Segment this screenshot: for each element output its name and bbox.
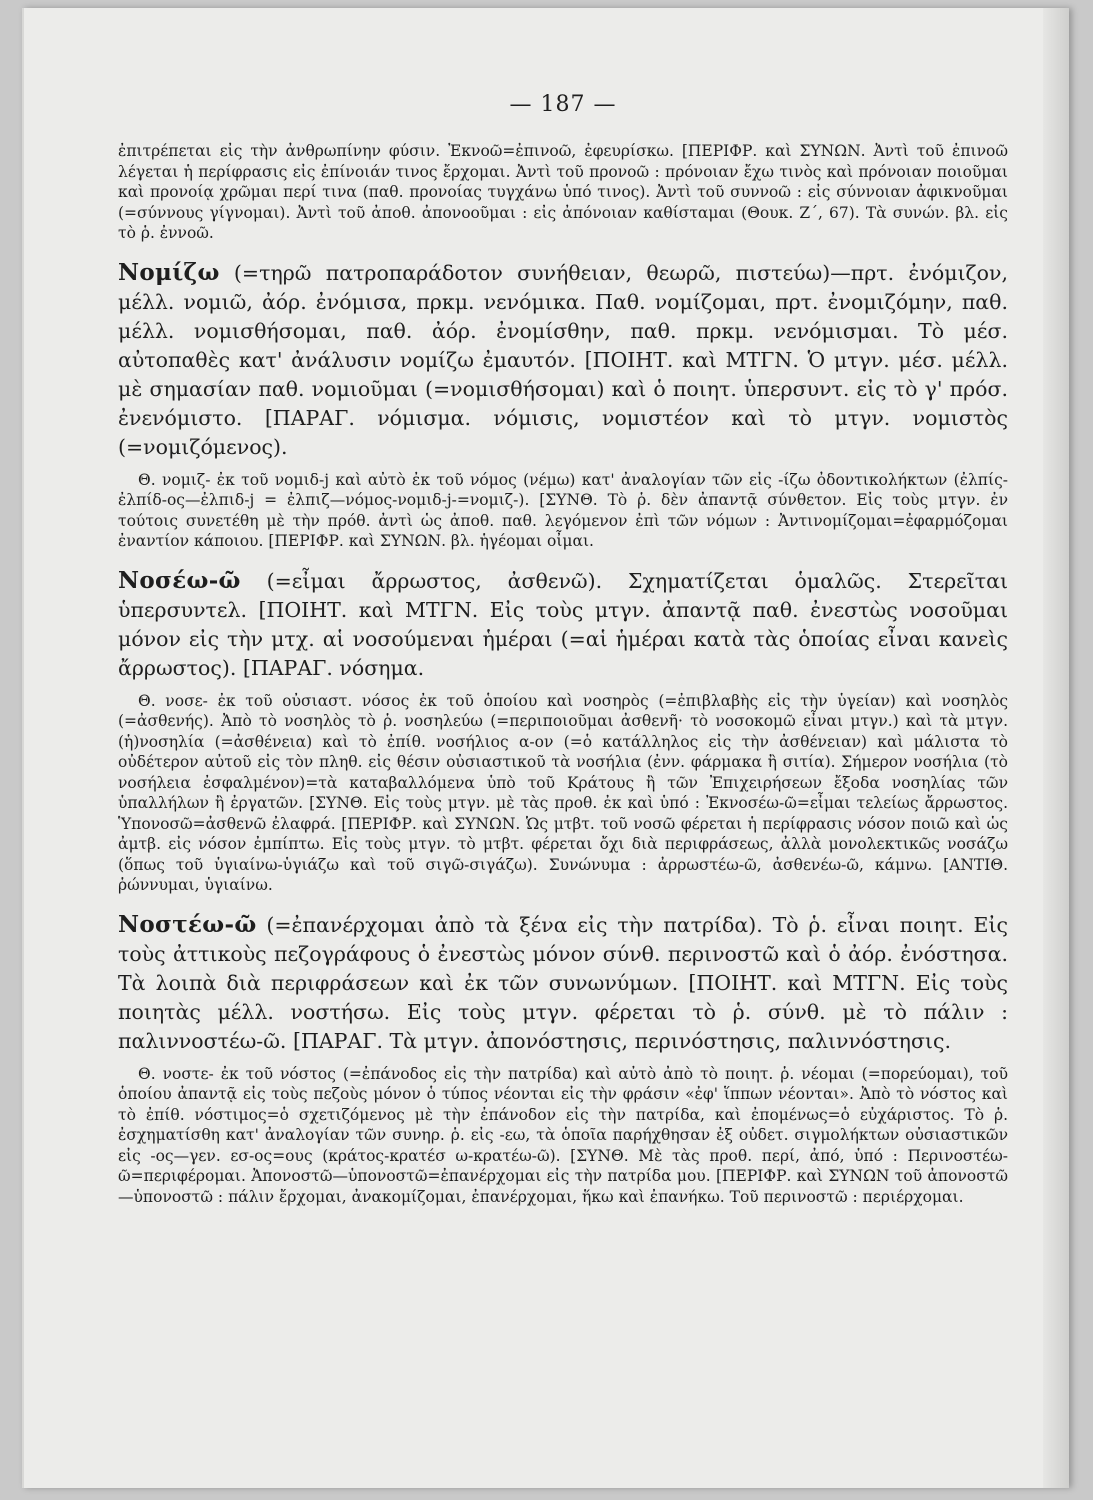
page-number: — 187 — <box>509 92 617 117</box>
entry-body: (=τηρῶ πατροπαράδοτον συνήθειαν, θεωρῶ, πιστεύω)—πρτ. ἐνόμιζον, μέλλ. νομιῶ, ἀόρ. ἐνόμισα, πρκμ. νενόμικα. Παθ. νομίζομαι, πρτ. ἐνομιζόμην, παθ. μέλλ. νομισθήσομαι, παθ. ἀόρ. ἐνομίσθην, παθ. πρκμ. νενόμισμαι. Τὸ μέσ. αὐτοπαθὲς κατ' ἀνάλυσιν νομίζω ἐμαυτόν. [ΠΟΙΗΤ. καὶ ΜΤΓΝ. Ὁ μτγν. μέσ. μέλλ. μὲ σημασίαν παθ. νομιοῦμαι (=νομισθήσομαι) καὶ ὁ ποιητ. ὑπερσυντ. εἰς τὸ γ' πρόσ. ἐνενόμιστο. [ΠΑΡΑΓ. νόμισμα. νόμισις, νομιστέον καὶ τὸ μτγν. νομιστὸς (=νομιζόμενος). <box>118 260 1008 459</box>
entry-headword: Νομίζω <box>118 258 220 286</box>
dictionary-entry <box>118 258 1008 462</box>
etymology-note: Θ. νοστε- ἐκ τοῦ νόστος (=ἐπάνοδος εἰς τὴν πατρίδα) καὶ αὐτὸ ἀπὸ τὸ ποιητ. ῥ. νέομαι (=πορεύομαι), τοῦ ὁποίου ἀπαντᾷ εἰς τοὺς πεζοὺς μόνον ὁ τύπος νέονται εἰς τὴν φράσιν «ἐφ' ἵππων νέονται». Ἀπὸ τὸ νόστος καὶ τὸ ἐπίθ. νόστιμος=ὁ σχετιζόμενος μὲ τὴν ἐπάνοδον εἰς τὴν πατρίδα, καὶ ἐπομένως=ὁ εὐχάριστος. Τὸ ῥ. ἐσχηματίσθη κατ' ἀναλογίαν τῶν συνηρ. ῥ. εἰς -εω, τὰ ὁποῖα παρήχθησαν ἐξ οὐδετ. σιγμολήκτων οὐσιαστικῶν εἰς -ος—γεν. εσ-ος=ους (κράτος-κρατέσ ω-κρατέω-ῶ). [ΣΥΝΘ. Μὲ τὰς προθ. περί, ἀπό, ὑπό : Περινοστέω-ῶ=περιφέρομαι. Ἀπονοστῶ—ὑπονοστῶ=ἐπανέρχομαι εἰς τὴν πατρίδα μου. [ΠΕΡΙΦΡ. καὶ ΣΥΝΩΝ τοῦ ἀπονοστῶ—ὑπονοστῶ : πάλιν ἔρχομαι, ἀνακομίζομαι, ἐπανέρχομαι, ἥκω καὶ ἐπανήκω. Τοῦ περινοστῶ : περιέρχομαι. <box>118 1064 1008 1206</box>
intro-paragraph: ἐπιτρέπεται εἰς τὴν ἀνθρωπίνην φύσιν. Ἐκνοῶ=ἐπινοῶ, ἐφευρίσκω. [ΠΕΡΙΦΡ. καὶ ΣΥΝΩΝ. Ἀντὶ τοῦ ἐπινοῶ λέγεται ἡ περίφρασις εἰς ἐπίνοιάν τινος ἔρχομαι. Ἀντὶ τοῦ προνοῶ : πρόνοιαν ἔχω τινὸς καὶ πρόνοιαν ποιοῦμαι καὶ προνοίᾳ χρῶμαι περί τινα (παθ. προνοίας τυγχάνω ὑπό τινος). Ἀντὶ τοῦ συννοῶ : εἰς σύννοιαν ἀφικνοῦμαι (=σύννους γίγνομαι). Ἀντὶ τοῦ ἀποθ. ἀπονοοῦμαι : εἰς ἀπόνοιαν καθίσταμαι (Θουκ. Ζ΄, 67). Τὰ συνών. βλ. εἰς τὸ ῥ. ἐννοῶ. <box>118 142 1008 242</box>
entry-body: (=ἐπανέρχομαι ἀπὸ τὰ ξένα εἰς τὴν πατρίδα). Τὸ ῥ. εἶναι ποιητ. Εἰς τοὺς ἀττικοὺς πεζογράφους ὁ ἐνεστὼς μόνον σύνθ. περινοστῶ καὶ ὁ ἀόρ. ἐνόστησα. Τὰ λοιπὰ διὰ περιφράσεων καὶ ἐκ τῶν συνωνύμων. [ΠΟΙΗΤ. καὶ ΜΤΓΝ. Εἰς τοὺς ποιητὰς μέλλ. νοστήσω. Εἰς τοὺς μτγν. φέρεται τὸ ῥ. σύνθ. μὲ τὸ πάλιν : παλιννοστέω-ῶ. [ΠΑΡΑΓ. Τὰ μτγν. ἀπονόστησις, περινόστησις, παλιννόστησις. <box>118 912 1008 1053</box>
dictionary-entry <box>118 910 1008 1056</box>
dictionary-entry <box>118 566 1008 683</box>
entry-headword: Νοστέω-ῶ <box>118 910 257 938</box>
entry-headword: Νοσέω-ῶ <box>118 566 241 594</box>
book-page <box>22 8 1069 1488</box>
entry-body: (=εἶμαι ἄρρωστος, ἀσθενῶ). Σχηματίζεται ὁμαλῶς. Στερεῖται ὑπερσυντελ. [ΠΟΙΗΤ. καὶ ΜΤΓΝ. Εἰς τοὺς μτγν. ἀπαντᾷ παθ. ἐνεστὼς νοσοῦμαι μόνον εἰς τὴν μτχ. αἱ νοσούμεναι ἡμέραι (=αἱ ἡμέραι κατὰ τὰς ὁποίας εἶναι κανεὶς ἄρρωστος). [ΠΑΡΑΓ. νόσημα. <box>118 568 1008 680</box>
etymology-note: Θ. νομιζ- ἐκ τοῦ νομιδ-j καὶ αὐτὸ ἐκ τοῦ νόμος (νέμω) κατ' ἀναλογίαν τῶν εἰς -ίζω ὀδοντικολήκτων (ἐλπίς-ἐλπίδ-ος—ἐλπιδ-j = ἐλπιζ—νόμος-νομιδ-j-=νομιζ-). [ΣΥΝΘ. Τὸ ῥ. δὲν ἀπαντᾷ σύνθετον. Εἰς τοὺς μτγν. ἐν τούτοις συνετέθη μὲ τὴν πρόθ. ἀντὶ ὡς ἀποθ. παθ. λεγόμενον ἐπὶ τῶν νόμων : Ἀντινομίζομαι=ἐφαρμόζομαι ἐναντίον κάποιου. [ΠΕΡΙΦΡ. καὶ ΣΥΝΩΝ. βλ. ἡγέομαι οἶμαι. <box>118 470 1008 550</box>
page-content <box>118 92 1008 1221</box>
page-edge-shadow <box>1043 8 1069 1488</box>
etymology-note: Θ. νοσε- ἐκ τοῦ οὐσιαστ. νόσος ἐκ τοῦ ὁποίου καὶ νοσηρὸς (=ἐπιβλαβὴς εἰς τὴν ὑγείαν) καὶ νοσηλὸς (=ἀσθενής). Ἀπὸ τὸ νοσηλὸς τὸ ῥ. νοσηλεύω (=περιποιοῦμαι ἀσθενῆ· τὸ νοσοκομῶ εἶναι μτγν.) καὶ τὰ μτγν. (ἡ)νοσηλία (=ἀσθένεια) καὶ τὸ ἐπίθ. νοσήλιος α-ον (=ὁ κατάλληλος εἰς τὴν ἀσθένειαν) καὶ μάλιστα τὸ οὐδέτερον αὐτοῦ εἰς τὸν πληθ. εἰς θέσιν οὐσιαστικοῦ τὰ νοσήλια (ἐνν. φάρμακα ἢ σιτία). Σήμερον νοσήλια (τὸ νοσήλεια ἐσφαλμένον)=τὰ καταβαλλόμενα ὑπὸ τοῦ Κράτους ἢ τῶν Ἐπιχειρήσεων ἔξοδα νοσηλίας τῶν ὑπαλλήλων ἢ ἐργατῶν. [ΣΥΝΘ. Εἰς τοὺς μτγν. μὲ τὰς προθ. ἐκ καὶ ὑπό : Ἐκνοσέω-ῶ=εἶμαι τελείως ἄρρωστος. Ὑπονοσῶ=ἀσθενῶ ἐλαφρά. [ΠΕΡΙΦΡ. καὶ ΣΥΝΩΝ. Ὡς μτβτ. τοῦ νοσῶ φέρεται ἡ περίφρασις νόσον ποιῶ καὶ ὡς ἀμτβ. εἰς νόσον ἐμπίπτω. Εἰς τοὺς μτγν. τὸ μτβτ. φέρεται ὄχι διὰ περιφράσεως, ἀλλὰ μονολεκτικῶς νοσάζω (ὅπως τοῦ ὑγιαίνω-ὑγιάζω καὶ τοῦ σιγῶ-σιγάζω). Συνώνυμα : ἀρρωστέω-ῶ, ἀσθενέω-ῶ, κάμνω. [ΑΝΤΙΘ. ῥώννυμαι, ὑγιαίνω. <box>118 691 1008 894</box>
